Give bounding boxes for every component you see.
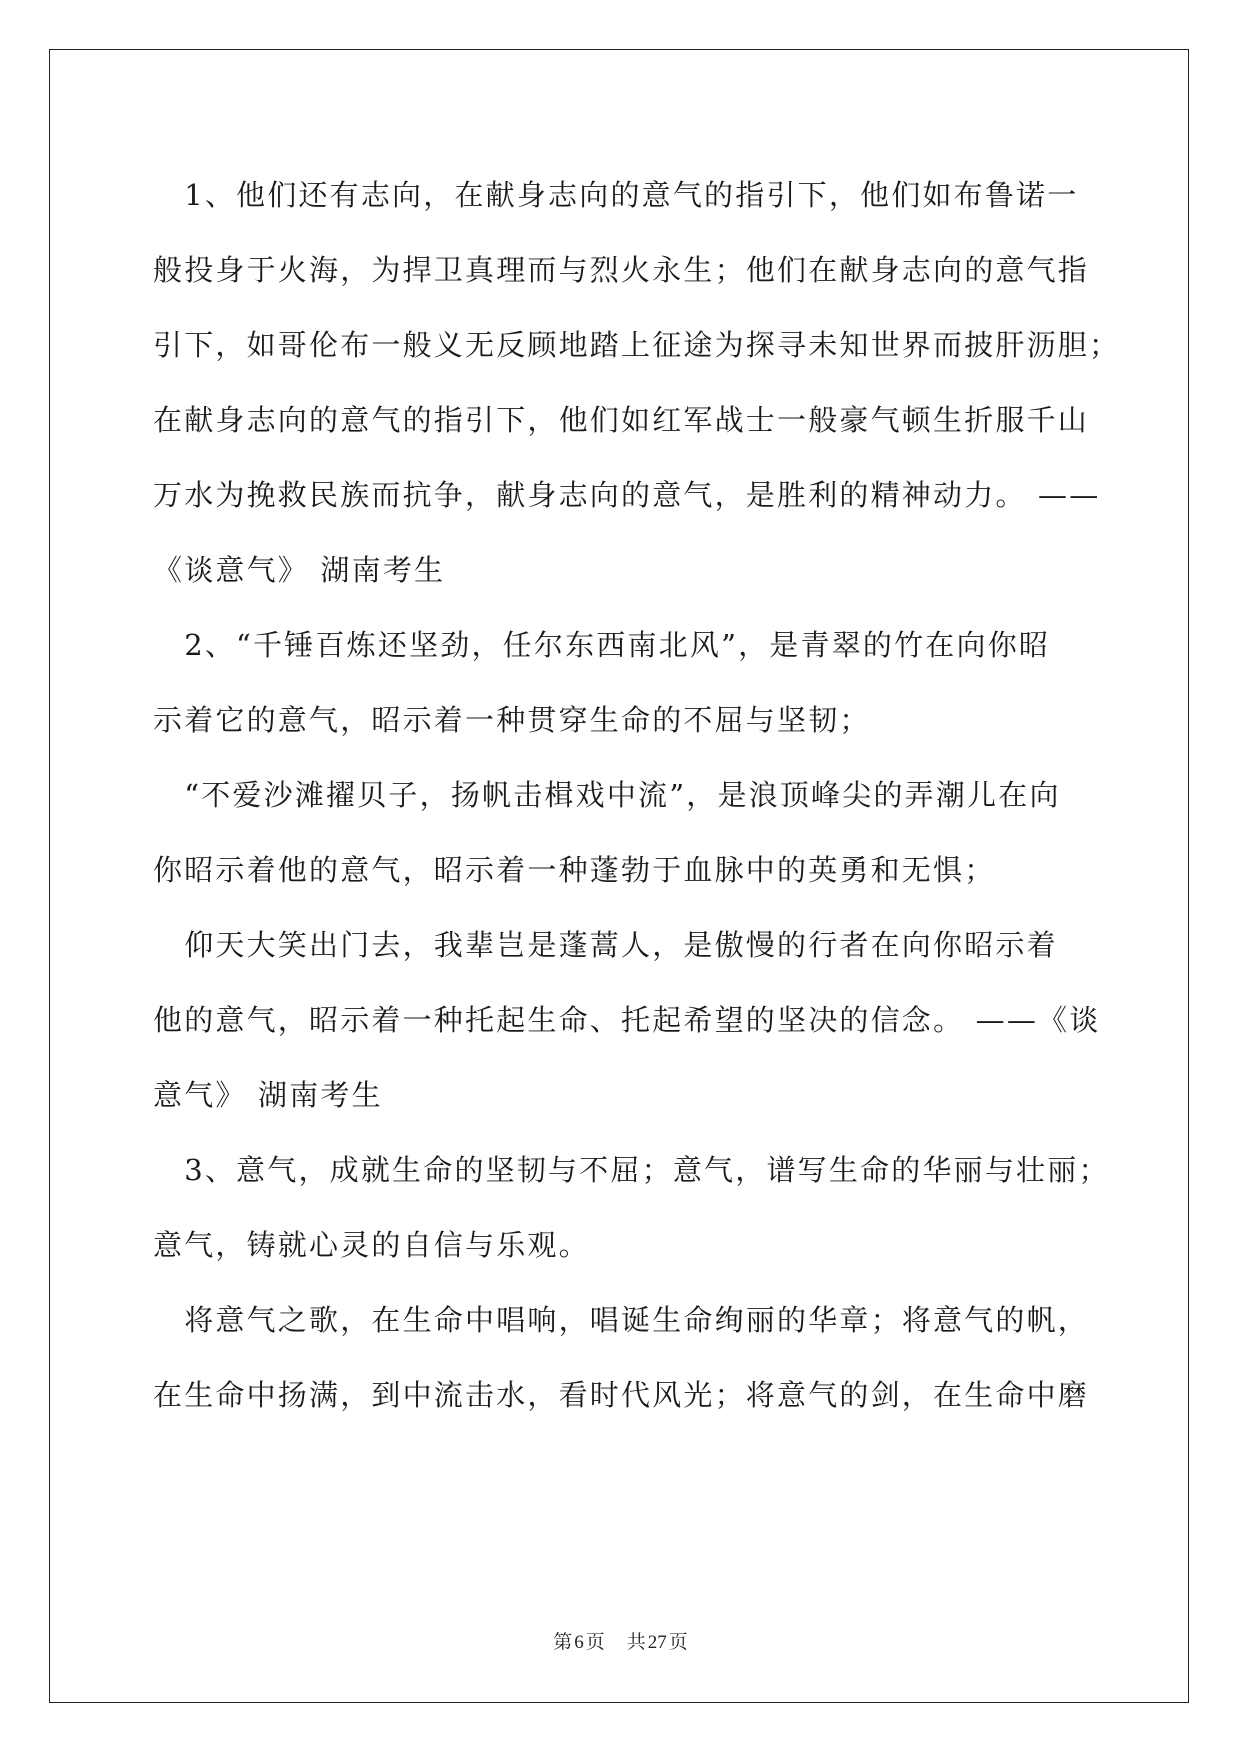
- text-line: 仰天大笑出门去，我辈岂是蓬蒿人，是傲慢的行者在向你昭示着: [153, 928, 1058, 962]
- text-line: 意气，铸就心灵的自信与乐观。: [153, 1228, 590, 1262]
- text-line: 你昭示着他的意气，昭示着一种蓬勃于血脉中的英勇和无惧；: [153, 853, 996, 887]
- total-unit: 页: [668, 1632, 688, 1653]
- text-line: 在献身志向的意气的指引下，他们如红军战士一般豪气顿生折服千山: [153, 403, 1090, 437]
- page-unit: 页: [585, 1632, 605, 1653]
- text-line: 他的意气，昭示着一种托起生命、托起希望的坚决的信念。 ——《谈: [153, 1003, 1101, 1037]
- text-line: 《谈意气》 湖南考生: [153, 553, 446, 587]
- text-line: 2、“千锤百炼还坚劲，任尔东西南北风”，是青翠的竹在向你昭: [153, 628, 1051, 662]
- page-footer: [0, 1627, 1241, 1654]
- text-line: 万水为挽救民族而抗争，献身志向的意气，是胜利的精神动力。 ——: [153, 478, 1101, 512]
- total-prefix: 共: [626, 1632, 646, 1653]
- total-pages: 27: [647, 1632, 667, 1653]
- text-line: 般投身于火海，为捍卫真理而与烈火永生；他们在献身志向的意气指: [153, 253, 1090, 287]
- page-number: 6: [574, 1632, 584, 1653]
- text-line: 在生命中扬满，到中流击水，看时代风光；将意气的剑，在生命中磨: [153, 1378, 1090, 1412]
- text-line: 意气》 湖南考生: [153, 1078, 383, 1112]
- footer-prefix: 第: [553, 1632, 573, 1653]
- text-line: 1、他们还有志向，在献身志向的意气的指引下，他们如布鲁诺一: [153, 178, 1079, 212]
- text-line: “不爱沙滩擢贝子，扬帆击楫戏中流”，是浪顶峰尖的弄潮儿在向: [153, 778, 1061, 812]
- text-line: 示着它的意气，昭示着一种贯穿生命的不屈与坚韧；: [153, 703, 871, 737]
- text-line: 将意气之歌，在生命中唱响，唱诞生命绚丽的华章；将意气的帆，: [153, 1303, 1090, 1337]
- document-body: [153, 158, 1121, 1433]
- text-line: 引下，如哥伦布一般义无反顾地踏上征途为探寻未知世界而披肝沥胆；: [153, 328, 1121, 362]
- text-line: 3、意气，成就生命的坚韧与不屈；意气，谱写生命的华丽与壮丽；: [153, 1153, 1110, 1187]
